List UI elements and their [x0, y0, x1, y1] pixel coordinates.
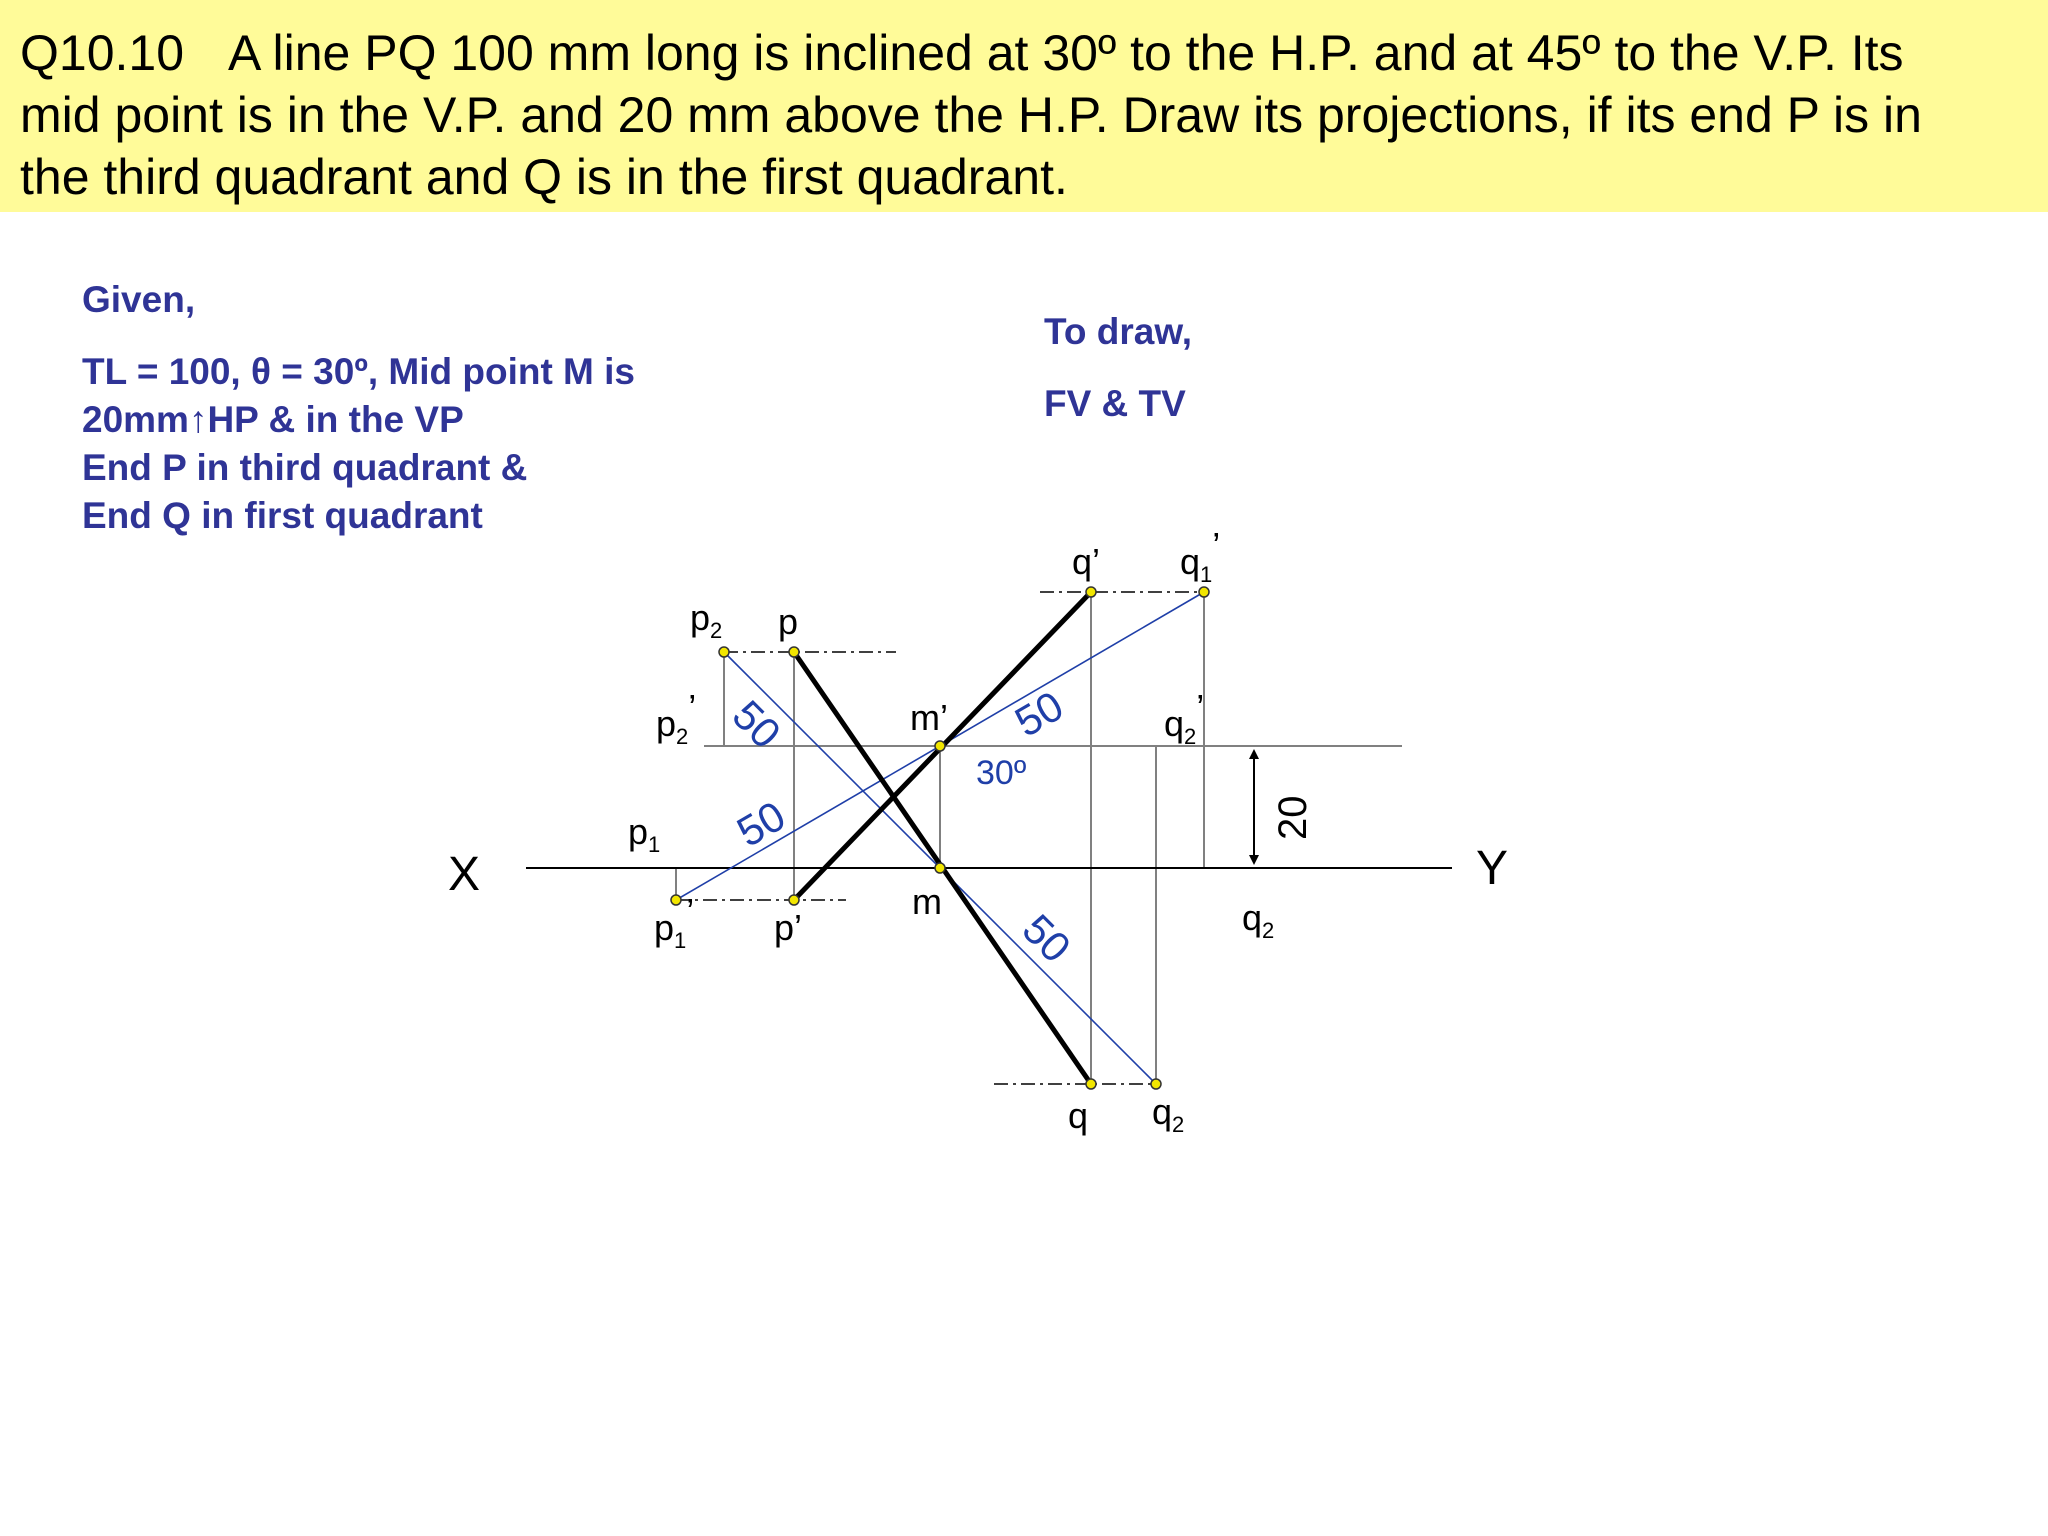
- point-q: [1086, 1079, 1096, 1089]
- label-p1-main: p: [628, 811, 649, 852]
- label-q2-prime-main: q: [1164, 703, 1185, 744]
- label-p1-prime-mark: ’: [686, 891, 695, 932]
- label-q2-bottom: [1152, 1091, 1184, 1137]
- point-p1-prime: [671, 895, 681, 905]
- point-p: [789, 647, 799, 657]
- label-q2-right: [1242, 897, 1274, 943]
- point-m: [935, 863, 945, 873]
- given-heading: Given,: [82, 279, 196, 320]
- dimension-50-right-lower: 50: [1013, 905, 1080, 972]
- point-q1-prime: [1199, 587, 1209, 597]
- label-m: m: [912, 881, 942, 922]
- given-line-2: 20mm↑HP & in the VP: [82, 399, 464, 440]
- given-line-1: TL = 100, θ = 30º, Mid point M is: [82, 351, 636, 392]
- point-m-prime: [935, 741, 945, 751]
- label-q2-right-sub: 2: [1262, 918, 1275, 943]
- label-m-prime: m’: [910, 697, 948, 738]
- label-q: q: [1068, 1095, 1089, 1136]
- label-q2-right-main: q: [1242, 897, 1263, 938]
- to-draw-line-1: FV & TV: [1044, 383, 1186, 424]
- label-q-prime: q’: [1072, 541, 1101, 582]
- point-p-prime: [789, 895, 799, 905]
- label-p: p: [778, 601, 799, 642]
- label-q2-bottom-main: q: [1152, 1091, 1173, 1132]
- point-q2: [1151, 1079, 1161, 1089]
- label-p1-prime-sub: 1: [674, 928, 687, 953]
- label-p2-prime-main: p: [656, 703, 677, 744]
- point-p2: [719, 647, 729, 657]
- label-p2-prime-sub: 2: [676, 724, 689, 749]
- label-p2-prime-mark: ’: [688, 687, 697, 728]
- point-q-prime: [1086, 587, 1096, 597]
- axis-label-x: X: [448, 848, 481, 901]
- label-p1-prime-main: p: [654, 907, 675, 948]
- label-q2-prime-sub: 2: [1184, 724, 1197, 749]
- question-line-2: mid point is in the V.P. and 20 mm above the H.P. Draw its projections, if its end P is in: [20, 87, 1922, 143]
- given-line-4: End Q in first quadrant: [82, 495, 483, 536]
- question-line-3: the third quadrant and Q is in the first quadrant.: [20, 149, 1068, 205]
- question-text-1: A line PQ 100 mm long is inclined at 30º to the H.P. and at 45º to the V.P. Its: [228, 25, 1904, 81]
- given-line-3: End P in third quadrant &: [82, 447, 528, 488]
- label-q1-prime-sub: 1: [1200, 562, 1213, 587]
- label-q1-prime-mark: ’: [1212, 525, 1221, 566]
- to-draw-heading: To draw,: [1044, 311, 1192, 352]
- label-q2-prime: [1164, 687, 1204, 749]
- dimension-50-left-upper: 50: [723, 691, 790, 758]
- label-q2-bottom-sub: 2: [1172, 1112, 1185, 1137]
- angle-label-30: 30º: [976, 754, 1027, 792]
- dimension-20-label: 20: [1271, 795, 1315, 840]
- label-p2-main: p: [690, 597, 711, 638]
- main-projections: [794, 592, 1091, 1084]
- label-q2-prime-mark: ’: [1196, 687, 1205, 728]
- label-p2-prime: [656, 687, 696, 749]
- question-number: Q10.10: [20, 25, 185, 81]
- label-p2: [690, 597, 722, 643]
- label-p1: [628, 811, 660, 857]
- dimension-50-right-upper: 50: [1007, 681, 1071, 746]
- label-p-prime: p’: [774, 907, 803, 948]
- dimension-50-left-lower: 50: [729, 791, 793, 856]
- label-q1-prime: [1180, 525, 1220, 587]
- axis-label-y: Y: [1476, 842, 1509, 895]
- label-q1-prime-main: q: [1180, 541, 1201, 582]
- label-p2-sub: 2: [710, 618, 723, 643]
- label-p1-sub: 1: [648, 832, 661, 857]
